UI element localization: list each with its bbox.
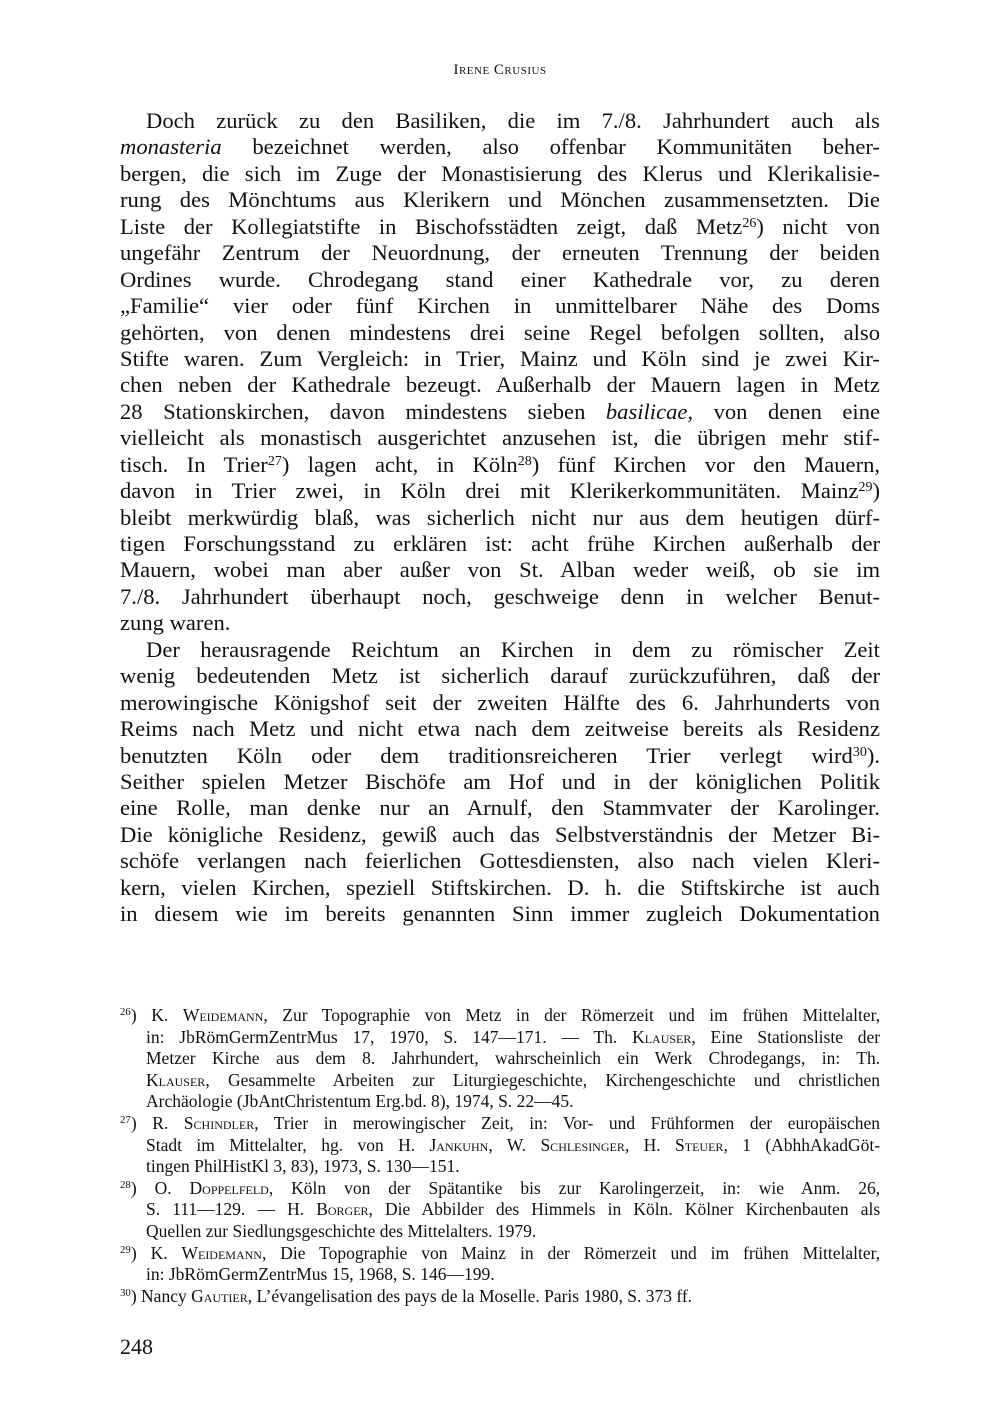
body-line: 7./8. Jahrhundert überhaupt noch, geschweige denn in welcher Benut- xyxy=(120,583,880,609)
footnote-line: Metzer Kirche aus dem 8. Jahrhundert, wahrscheinlich ein Werk Chrodegangs, in: Th. xyxy=(146,1048,880,1069)
body-line: rung des Mönchtums aus Klerikern und Mönchen zusammensetzten. Die xyxy=(120,187,880,213)
body-line: Liste der Kollegiatstifte in Bischofsstädten zeigt, daß Metz$^{26}$) nicht von xyxy=(120,213,880,239)
body-line: in diesem wie im bereits genannten Sinn immer zugleich Dokumentation xyxy=(120,901,880,927)
body-line: zung waren. xyxy=(120,610,231,636)
body-line: davon in Trier zwei, in Köln drei mit Klerikerkommunitäten. Mainz$^{29}$) xyxy=(120,478,880,504)
footnote-line: $^{27}$) R. Schindler, Trier in merowingischer Zeit, in: Vor- und Frühformen der europäischen xyxy=(120,1112,880,1133)
body-line: wenig bedeutenden Metz ist sicherlich darauf zurückzuführen, daß der xyxy=(120,663,880,689)
body-line: merowingische Königshof seit der zweiten Hälfte des 6. Jahrhunderts von xyxy=(120,689,880,715)
footnote-line: Archäologie (JbAntChristentum Erg.bd. 8), 1974, S. 22—45. xyxy=(146,1091,574,1112)
body-text xyxy=(120,108,880,928)
body-line: bergen, die sich im Zuge der Monastisierung des Klerus und Klerikalisie- xyxy=(120,160,880,186)
body-line: bleibt merkwürdig blaß, was sicherlich nicht nur aus dem heutigen dürf- xyxy=(120,504,880,530)
body-line: Die königliche Residenz, gewiß auch das Selbstverständnis der Metzer Bi- xyxy=(120,821,880,847)
body-line: ungefähr Zentrum der Neuordnung, der erneuten Trennung der beiden xyxy=(120,240,880,266)
body-line: „Familie“ vier oder fünf Kirchen in unmittelbarer Nähe des Doms xyxy=(120,293,880,319)
body-line: chen neben der Kathedrale bezeugt. Außerhalb der Mauern lagen in Metz xyxy=(120,372,880,398)
body-line: eine Rolle, man denke nur an Arnulf, den Stammvater der Karolinger. xyxy=(120,795,880,821)
footnotes xyxy=(120,1005,880,1307)
footnote-line: tingen PhilHistKl 3, 83), 1973, S. 130—151. xyxy=(146,1156,460,1177)
body-line: Stifte waren. Zum Vergleich: in Trier, Mainz und Köln sind je zwei Kir- xyxy=(120,345,880,371)
body-line: kern, vielen Kirchen, speziell Stiftskirchen. D. h. die Stiftskirche ist auch xyxy=(120,874,880,900)
body-line: tisch. In Trier$^{27}$) lagen acht, in Köln$^{28}$) fünf Kirchen vor den Mauern, xyxy=(120,451,880,477)
footnote-line: Stadt im Mittelalter, hg. von H. Jankuhn, W. Schlesinger, H. Steuer, 1 (AbhhAkadGöt- xyxy=(146,1134,880,1155)
footnote-line: Quellen zur Siedlungsgeschichte des Mittelalters. 1979. xyxy=(146,1220,537,1241)
body-line: 28 Stationskirchen, davon mindestens sieben basilicae, von denen eine xyxy=(120,398,880,424)
body-line: Seither spielen Metzer Bischöfe am Hof und in der königlichen Politik xyxy=(120,768,880,794)
footnote-line: $^{28}$) O. Doppelfeld, Köln von der Spätantike bis zur Karolingerzeit, in: wie Anm. 26, xyxy=(120,1177,880,1198)
body-line: Mauern, wobei man aber außer von St. Alban weder weiß, ob sie im xyxy=(120,557,880,583)
body-line: benutzten Köln oder dem traditionsreicheren Trier verlegt wird$^{30}$). xyxy=(120,742,880,768)
body-line: tigen Forschungsstand zu erklären ist: acht frühe Kirchen außerhalb der xyxy=(120,531,880,556)
body-line: schöfe verlangen nach feierlichen Gottesdiensten, also nach vielen Kleri- xyxy=(120,848,880,874)
body-line: Doch zurück zu den Basiliken, die im 7./8. Jahrhundert auch als xyxy=(146,108,880,133)
footnote-line: S. 111—129. — H. Borger, Die Abbilder des Himmels in Köln. Kölner Kirchenbauten als xyxy=(146,1199,880,1220)
body-line: monasteria bezeichnet werden, also offenbar Kommunitäten beher- xyxy=(120,134,880,160)
body-line: vielleicht als monastisch ausgerichtet anzusehen ist, die übrigen mehr stif- xyxy=(120,425,880,451)
footnote-line: Klauser, Gesammelte Arbeiten zur Liturgiegeschichte, Kirchengeschichte und christlichen xyxy=(146,1069,880,1090)
body-line: Der herausragende Reichtum an Kirchen in dem zu römischer Zeit xyxy=(146,636,880,662)
body-line: gehörten, von denen mindestens drei seine Regel befolgen sollten, also xyxy=(120,319,880,345)
page-number: 248 xyxy=(120,1334,153,1359)
body-line: Reims nach Metz und nicht etwa nach dem zeitweise bereits als Residenz xyxy=(120,716,880,742)
footnote-line: in: JbRömGermZentrMus 15, 1968, S. 146—199. xyxy=(146,1264,495,1285)
footnote-line: $^{30}$) Nancy Gautier, L’évangelisation des pays de la Moselle. Paris 1980, S. 373 ff. xyxy=(120,1285,693,1306)
body-line: Ordines wurde. Chrodegang stand einer Kathedrale vor, zu deren xyxy=(120,266,880,292)
footnote-line: $^{29}$) K. Weidemann, Die Topographie von Mainz in der Römerzeit und im frühen Mittelalter, xyxy=(120,1242,880,1263)
footnote-line: $^{26}$) K. Weidemann, Zur Topographie von Metz in der Römerzeit und im frühen Mittelalter, xyxy=(120,1005,880,1025)
running-head: Irene Crusius xyxy=(453,62,547,78)
footnote-line: in: JbRömGermZentrMus 17, 1970, S. 147—171. — Th. Klauser, Eine Stationsliste der xyxy=(146,1026,880,1047)
